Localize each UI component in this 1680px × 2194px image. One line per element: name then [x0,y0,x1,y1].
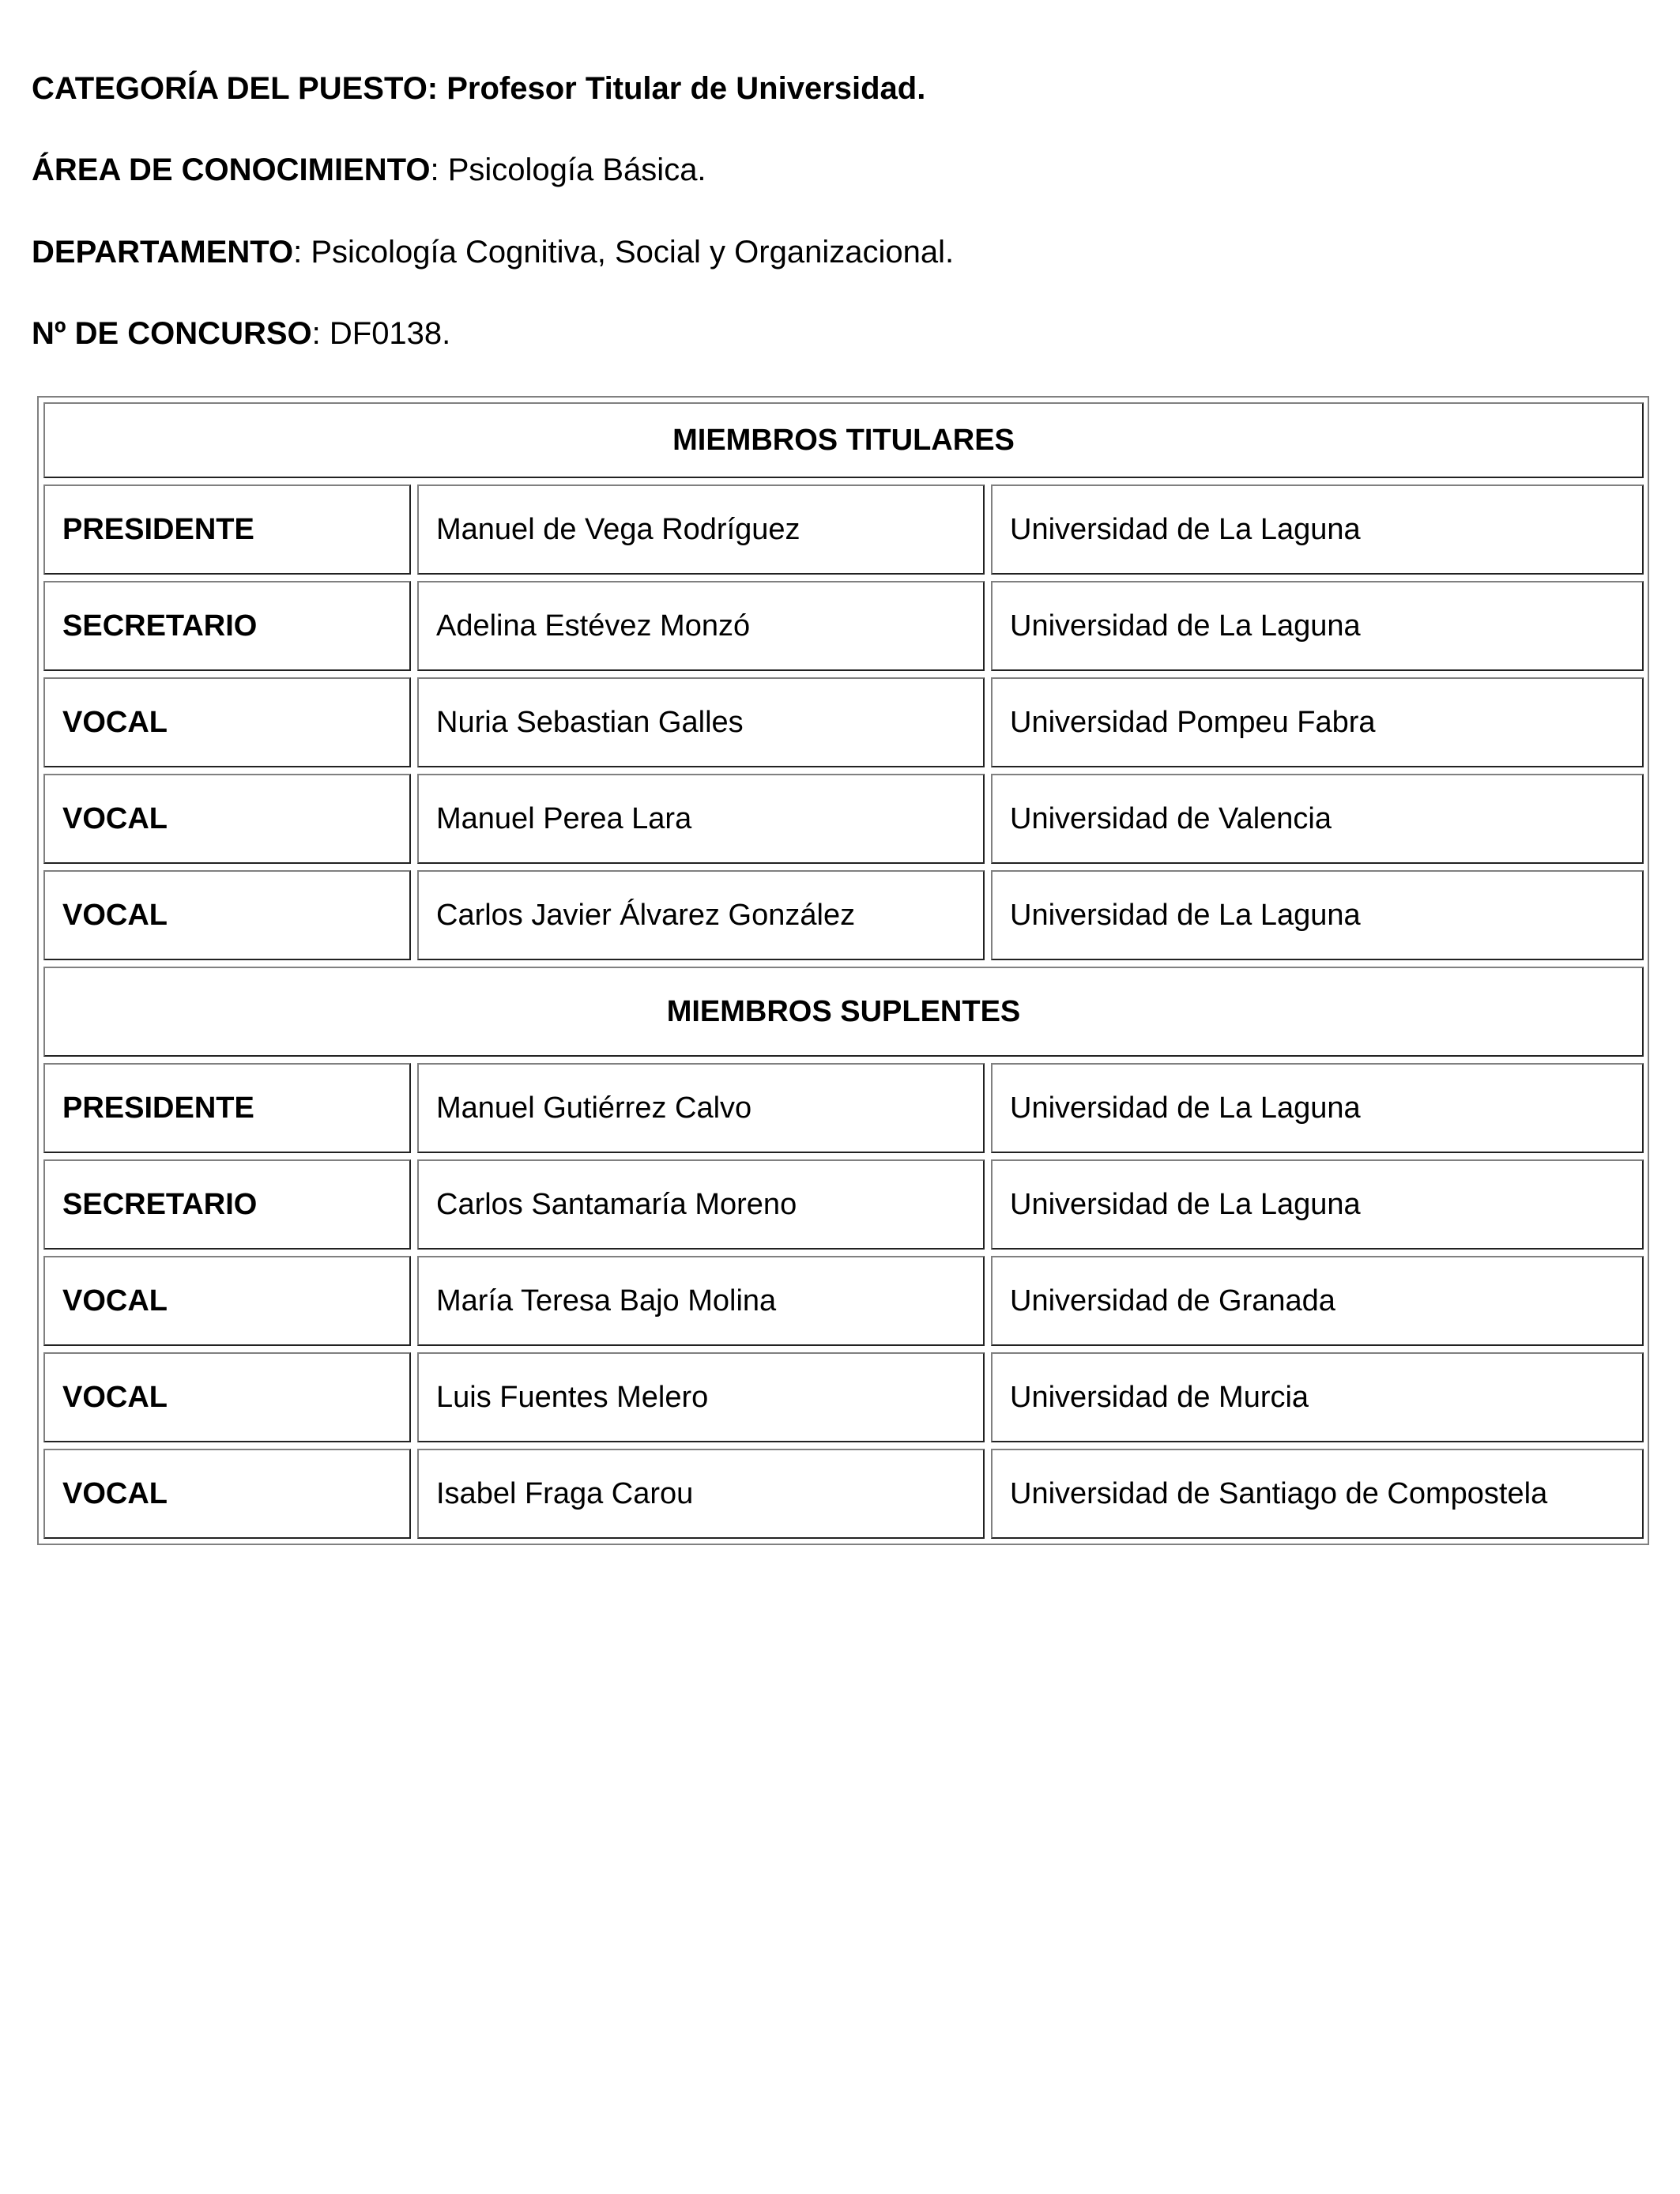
suplente-4-university: Universidad de Murcia [991,1352,1644,1442]
titulares-header: MIEMBROS TITULARES [43,402,1644,478]
titular-2-name: Adelina Estévez Monzó [417,581,985,671]
titular-1-name: Manuel de Vega Rodríguez [417,484,985,575]
titular-2-role: SECRETARIO [43,581,411,671]
suplente-3-name: María Teresa Bajo Molina [417,1256,985,1346]
area-label: ÁREA DE CONOCIMIENTO [32,153,431,187]
titular-3-role: VOCAL [43,677,411,767]
titular-1-university: Universidad de La Laguna [991,484,1644,575]
suplentes-header: MIEMBROS SUPLENTES [43,967,1644,1057]
titular-3-name: Nuria Sebastian Galles [417,677,985,767]
area-value: : Psicología Básica. [430,153,706,187]
suplente-5-university: Universidad de Santiago de Compostela [991,1449,1644,1539]
concurso-label: Nº DE CONCURSO [32,316,312,351]
departamento-line [32,233,954,271]
suplente-1-role: PRESIDENTE [43,1063,411,1153]
suplente-3-role: VOCAL [43,1256,411,1346]
titular-4-university: Universidad de Valencia [991,774,1644,864]
titular-4-name: Manuel Perea Lara [417,774,985,864]
categoria-line [32,70,925,107]
suplente-4-name: Luis Fuentes Melero [417,1352,985,1442]
departamento-value: : Psicología Cognitiva, Social y Organizacional. [293,235,955,270]
suplente-2-name: Carlos Santamaría Moreno [417,1159,985,1250]
suplente-1-university: Universidad de La Laguna [991,1063,1644,1153]
titular-5-role: VOCAL [43,870,411,960]
titular-2-university: Universidad de La Laguna [991,581,1644,671]
suplente-5-role: VOCAL [43,1449,411,1539]
suplente-2-university: Universidad de La Laguna [991,1159,1644,1250]
titular-4-role: VOCAL [43,774,411,864]
departamento-label: DEPARTAMENTO [32,235,294,270]
suplente-3-university: Universidad de Granada [991,1256,1644,1346]
titular-5-name: Carlos Javier Álvarez González [417,870,985,960]
concurso-value: : DF0138. [311,316,451,351]
suplente-5-name: Isabel Fraga Carou [417,1449,985,1539]
area-line [32,151,706,189]
categoria-value: Profesor Titular de Universidad. [446,71,926,106]
titular-5-university: Universidad de La Laguna [991,870,1644,960]
concurso-line [32,315,450,352]
suplente-1-name: Manuel Gutiérrez Calvo [417,1063,985,1153]
titular-3-university: Universidad Pompeu Fabra [991,677,1644,767]
suplente-4-role: VOCAL [43,1352,411,1442]
suplente-2-role: SECRETARIO [43,1159,411,1250]
titular-1-role: PRESIDENTE [43,484,411,575]
categoria-label: CATEGORÍA DEL PUESTO: [32,71,439,106]
